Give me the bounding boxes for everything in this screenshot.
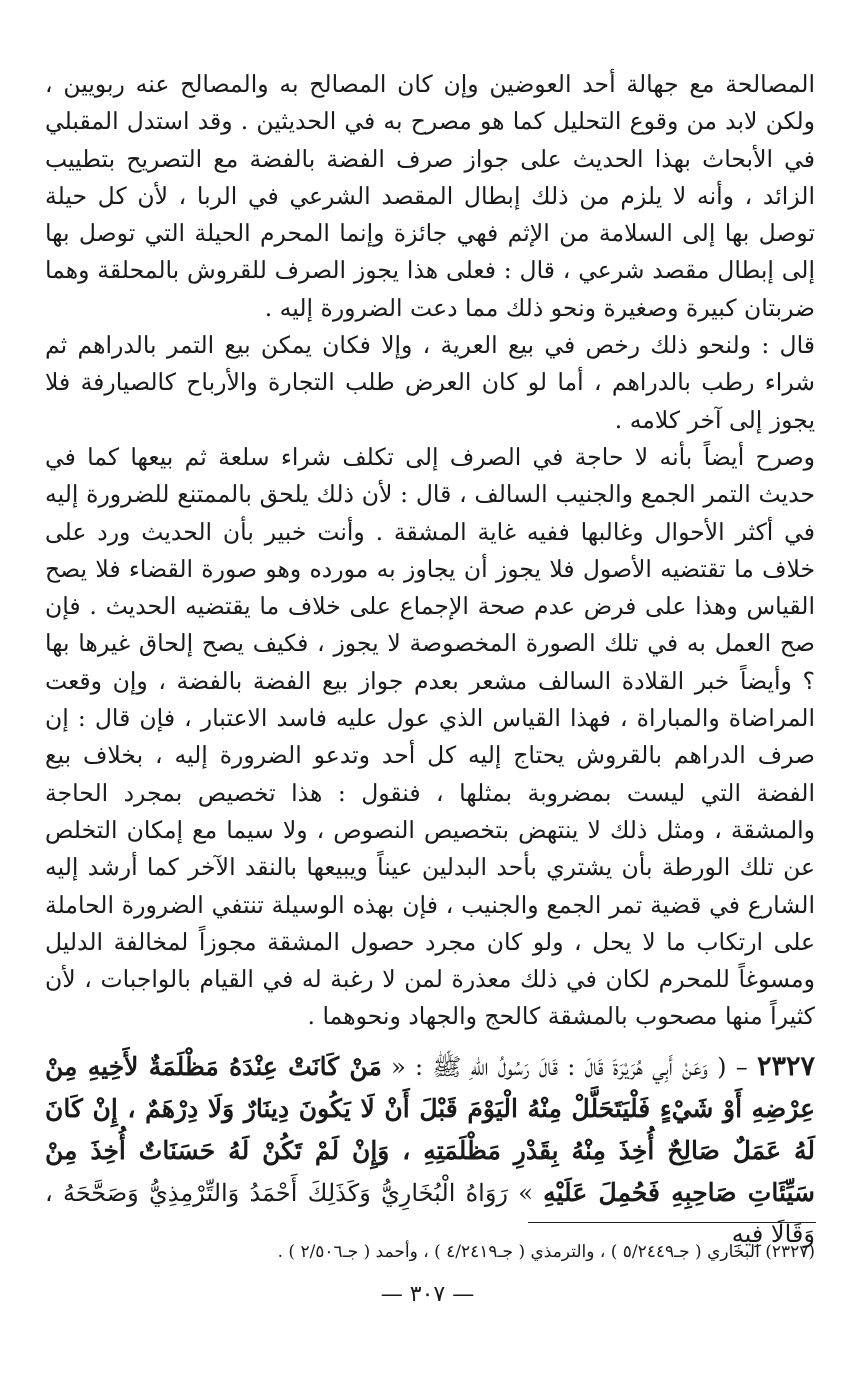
page-body — [45, 66, 815, 1279]
hadith-intro: – ( وَعَنْ أَبِي هُرَيْرَةَ قَالَ : قَالَ رَسُولُ اللهِ ﷺ : « — [391, 1052, 748, 1081]
page-number: — ٣٠٧ — — [380, 1282, 475, 1307]
hadith-number: ٢٣٢٧ — [756, 1050, 815, 1082]
paragraph-2: قال : ولنحو ذلك رخص في بيع العرية ، وإلا فكان يمكن بيع التمر بالدراهم ثم شراء رطب بالدراهم ، أما لو كان العرض طلب التجارة والأرباح كالصيارفة فلا يجوز إلى آخر كلامه . — [45, 331, 815, 434]
hadith-outro: » رَوَاهُ الْبُخَارِيُّ وَكَذَلِكَ أَحْمَدُ وَالتِّرْمِذِيُّ وَصَحَّحَهُ ، وَقَالَا فِيهِ — [45, 1178, 815, 1248]
footnote-separator — [528, 1222, 816, 1223]
hadith-block — [45, 1046, 815, 1255]
hadith-matn: مَنْ كَانَتْ عِنْدَهُ مَظْلَمَةٌ لأَخِيهِ مِنْ عِرْضِهِ أَوْ شَيْءٍ فَلْيَتَحَلَّلْ مِنْهُ الْيَوْمَ قَبْلَ أَنْ لَا يَكُونَ دِينَارٌ وَلَا دِرْهَمٌ ، إِنْ كَانَ لَهُ عَمَلٌ صَالِحٌ أُخِذَ مِنْهُ بِقَدْرِ مَظْلَمَتِهِ ، وَإِنْ لَمْ تَكُنْ لَهُ حَسَنَاتٌ أُخِذَ مِنْ سَيِّئَاتِ صَاحِبِهِ فَحُمِلَ عَلَيْهِ — [45, 1051, 815, 1207]
paragraph-1: المصالحة مع جهالة أحد العوضين وإن كان المصالح به والمصالح عنه ربويين ، ولكن لابد من وقوع التحليل كما هو مصرح به في الحديثين . وقد استدل المقبلي في الأبحاث بهذا الحديث على جواز صرف الفضة بالفضة مع التصريح بتطييب الزائد ، وأنه لا يلزم من ذلك إبطال المقصد الشرعي في الربا ، لأن كل حيلة توصل بها إلى السلامة من الإثم فهي جائزة وإنما المحرم الحيلة التي توصل بها إلى إبطال مقصد شرعي ، قال : فعلى هذا يجوز الصرف للقروش بالمحلقة وهما ضربتان كبيرة وصغيرة ونحو ذلك مما دعت الضرورة إليه . — [45, 70, 815, 322]
footnote: (٢٣٢٧) البخاري ( جـ٥/٢٤٤٩ ) ، والترمذي ( جـ٤/٢٤١٩ ) ، وأحمد ( جـ٢/٥٠٦ ) . — [277, 1242, 815, 1262]
paragraph-3: وصرح أيضاً بأنه لا حاجة في الصرف إلى تكلف شراء سلعة ثم بيعها كما في حديث التمر الجمع والجنيب السالف ، قال : لأن ذلك يلحق بالممتنع للضرورة إليه في أكثر الأحوال وغالبها ففيه غاية المشقة . وأنت خبير بأن الحديث ورد على خلاف ما تقتضيه الأصول فلا يجوز أن يجاوز به مورده وهو صورة القضاء فلا يصح القياس وهذا على فرض عدم صحة الإجماع على خلاف ما يقتضيه الحديث . فإن صح العمل به في تلك الصورة المخصوصة لا يجوز ، فكيف يصح إلحاق غيرها بها ؟ وأيضاً خبر القلادة السالف مشعر بعدم جواز بيع الفضة بالفضة ، وإن وقعت المراضاة والمباراة ، فهذا القياس الذي عول عليه فاسد الاعتبار ، فإن قال : إن صرف الدراهم بالقروش يحتاج إليه كل أحد وتدعو الضرورة إليه ، بخلاف بيع الفضة التي ليست بمضروبة بمثلها ، فنقول : هذا تخصيص بمجرد الحاجة والمشقة ، ومثل ذلك لا ينتهض بتخصيص النصوص ، ولا سيما مع إمكان التخلص عن تلك الورطة بأن يشتري بأحد البدلين عيناً ويبيعها بالنقد الآخر كما أرشد إليه الشارع في قضية تمر الجمع والجنيب ، فإن بهذه الوسيلة تنتفي الضرورة الحاملة على ارتكاب ما لا يحل ، ولو كان مجرد حصول المشقة مجوزاً لمخالفة الدليل ومسوغاً للمحرم لكان في ذلك معذرة لمن لا رغبة له في القيام بالواجبات ، لأن كثيراً منها مصحوب بالمشقة كالحج والجهاد ونحوهما . — [45, 442, 815, 1031]
